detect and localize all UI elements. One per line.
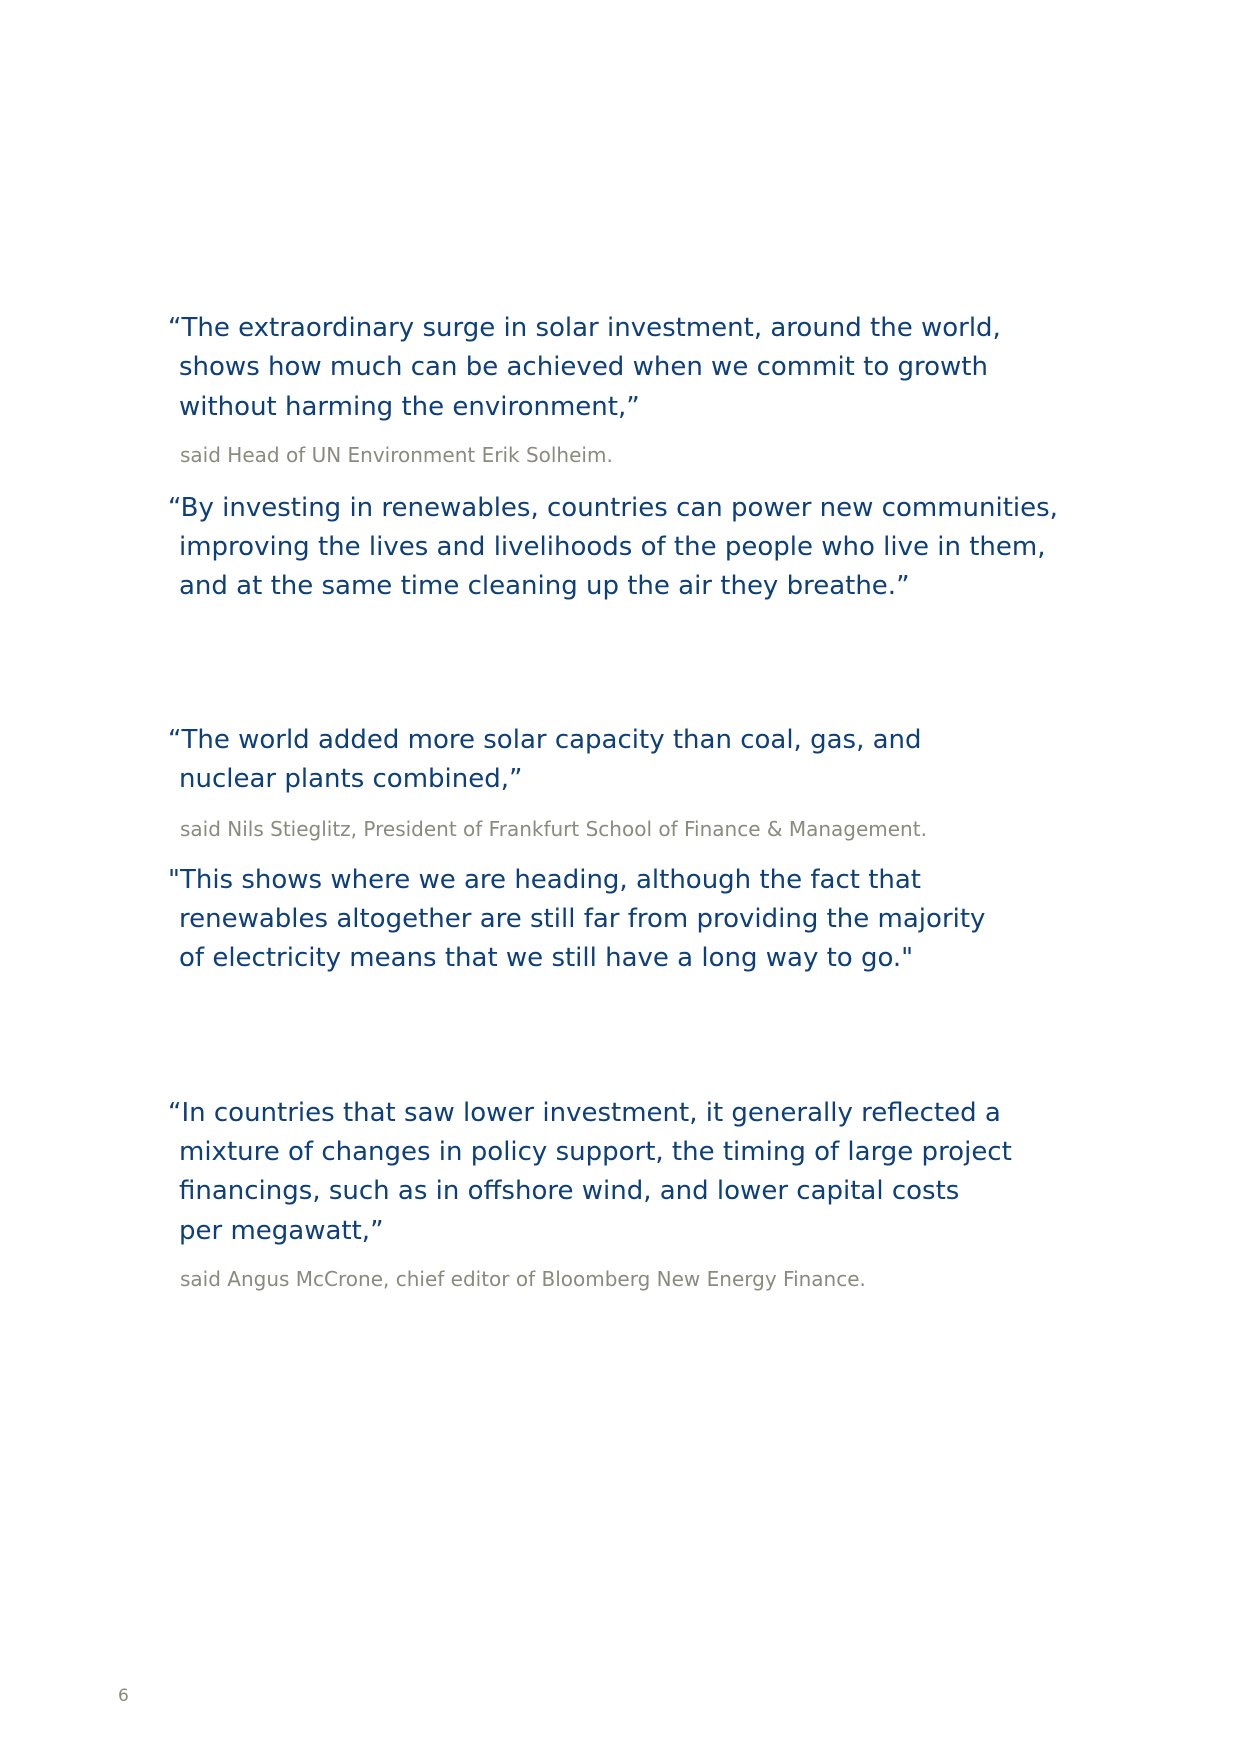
quote-5-line-3: financings, such as in offshore wind, and lower capital costs: [179, 1176, 960, 1206]
quote-5-attribution: said Angus McCrone, chief editor of Bloomberg New Energy Finance.: [180, 1267, 866, 1291]
quote-2-line-2: improving the lives and livelihoods of the people who live in them,: [179, 532, 1046, 562]
quote-1-line-3: without harming the environment,”: [179, 392, 640, 422]
quote-1-attribution: said Head of UN Environment Erik Solheim.: [180, 443, 613, 467]
quote-3-attribution: said Nils Stieglitz, President of Frankfurt School of Finance & Management.: [180, 817, 927, 841]
quote-1-line-2: shows how much can be achieved when we commit to growth: [179, 352, 988, 382]
quote-2-line-3: and at the same time cleaning up the air they breathe.”: [179, 571, 910, 601]
quote-1-line-1: “The extraordinary surge in solar investment, around the world,: [168, 313, 1001, 343]
quote-4-line-3: of electricity means that we still have a long way to go.": [179, 943, 914, 973]
quote-3-line-2: nuclear plants combined,”: [179, 764, 523, 794]
quote-5-line-4: per megawatt,”: [179, 1216, 384, 1246]
quote-5-line-2: mixture of changes in policy support, the timing of large project: [179, 1137, 1012, 1167]
quote-4-line-2: renewables altogether are still far from providing the majority: [179, 904, 986, 934]
quote-3-line-1: “The world added more solar capacity than coal, gas, and: [168, 725, 922, 755]
page-number: 6: [118, 1686, 129, 1706]
quote-5-line-1: “In countries that saw lower investment, it generally reflected a: [168, 1098, 1001, 1128]
quote-4-line-1: "This shows where we are heading, although the fact that: [168, 865, 921, 895]
quote-2-line-1: “By investing in renewables, countries can power new communities,: [168, 493, 1058, 523]
